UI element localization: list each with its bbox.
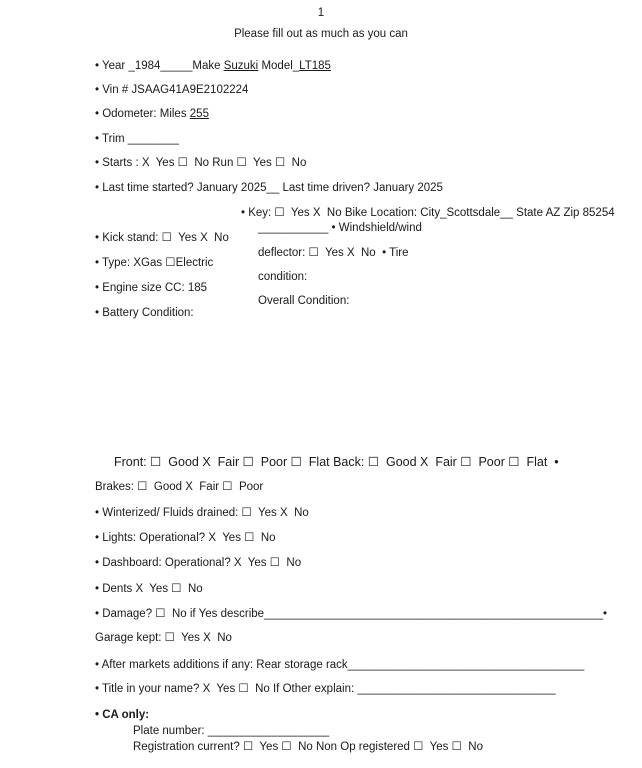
year-text: • Year _1984_____Make [95, 60, 224, 72]
page-number: 1 [317, 7, 325, 19]
year-make-model-line [95, 59, 331, 73]
title-line: • Title in your name? X Yes ☐ No If Other explain: _______________________________ [95, 683, 556, 695]
odometer-value: 255 [189, 108, 209, 120]
type-line: • Type: XGas ☐Electric [95, 257, 214, 269]
garage-line: Garage kept: ☐ Yes X No [95, 632, 232, 644]
engine-line: • Engine size CC: 185 [95, 282, 208, 294]
battery-line: • Battery Condition: [95, 307, 194, 319]
key-location-line: • Key: ☐ Yes X No Bike Location: City_Scottsdale__ State AZ Zip 85254 [241, 207, 615, 219]
last-started-line: • Last time started? January 2025__ Last time driven? January 2025 [95, 182, 443, 194]
registration-line: Registration current? ☐ Yes ☐ No Non Op registered ☐ Yes ☐ No [133, 741, 483, 753]
instruction-text: Please fill out as much as you can [234, 28, 408, 40]
overall-condition-line: Overall Condition: [258, 295, 350, 307]
make-value: Suzuki [223, 60, 259, 72]
kickstand-line: • Kick stand: ☐ Yes X No [95, 232, 229, 244]
trim-line: • Trim ________ [95, 133, 179, 145]
lights-line: • Lights: Operational? X Yes ☐ No [95, 532, 276, 544]
odometer-line [95, 107, 209, 121]
model-value: LT185 [299, 60, 331, 72]
vin-line: • Vin # JSAAG41A9E2102224 [95, 84, 249, 96]
tires-front-back-line: Front: ☐ Good X Fair ☐ Poor ☐ Flat Back: ☐ Good X Fair ☐ Poor ☐ Flat • [114, 455, 559, 469]
model-label: Model_ [258, 60, 300, 72]
winterized-line: • Winterized/ Fluids drained: ☐ Yes X No [95, 507, 309, 519]
aftermarket-line: • After markets additions if any: Rear storage rack_____________________________________ [95, 659, 585, 671]
dents-line: • Dents X Yes ☐ No [95, 583, 203, 595]
odometer-label: • Odometer: Miles [95, 108, 190, 120]
plate-line: Plate number: ___________________ [133, 725, 330, 737]
brakes-line: Brakes: ☐ Good X Fair ☐ Poor [95, 481, 264, 493]
windshield-line-1: ___________ • Windshield/wind [258, 222, 422, 234]
windshield-line-2: deflector: ☐ Yes X No • Tire [258, 247, 409, 259]
ca-only-heading: • CA only: [95, 709, 150, 721]
damage-line: • Damage? ☐ No if Yes describe_____________________________________________________• [95, 608, 608, 620]
tire-condition-line: condition: [258, 271, 308, 283]
starts-line: • Starts : X Yes ☐ No Run ☐ Yes ☐ No [95, 157, 307, 169]
dashboard-line: • Dashboard: Operational? X Yes ☐ No [95, 557, 302, 569]
